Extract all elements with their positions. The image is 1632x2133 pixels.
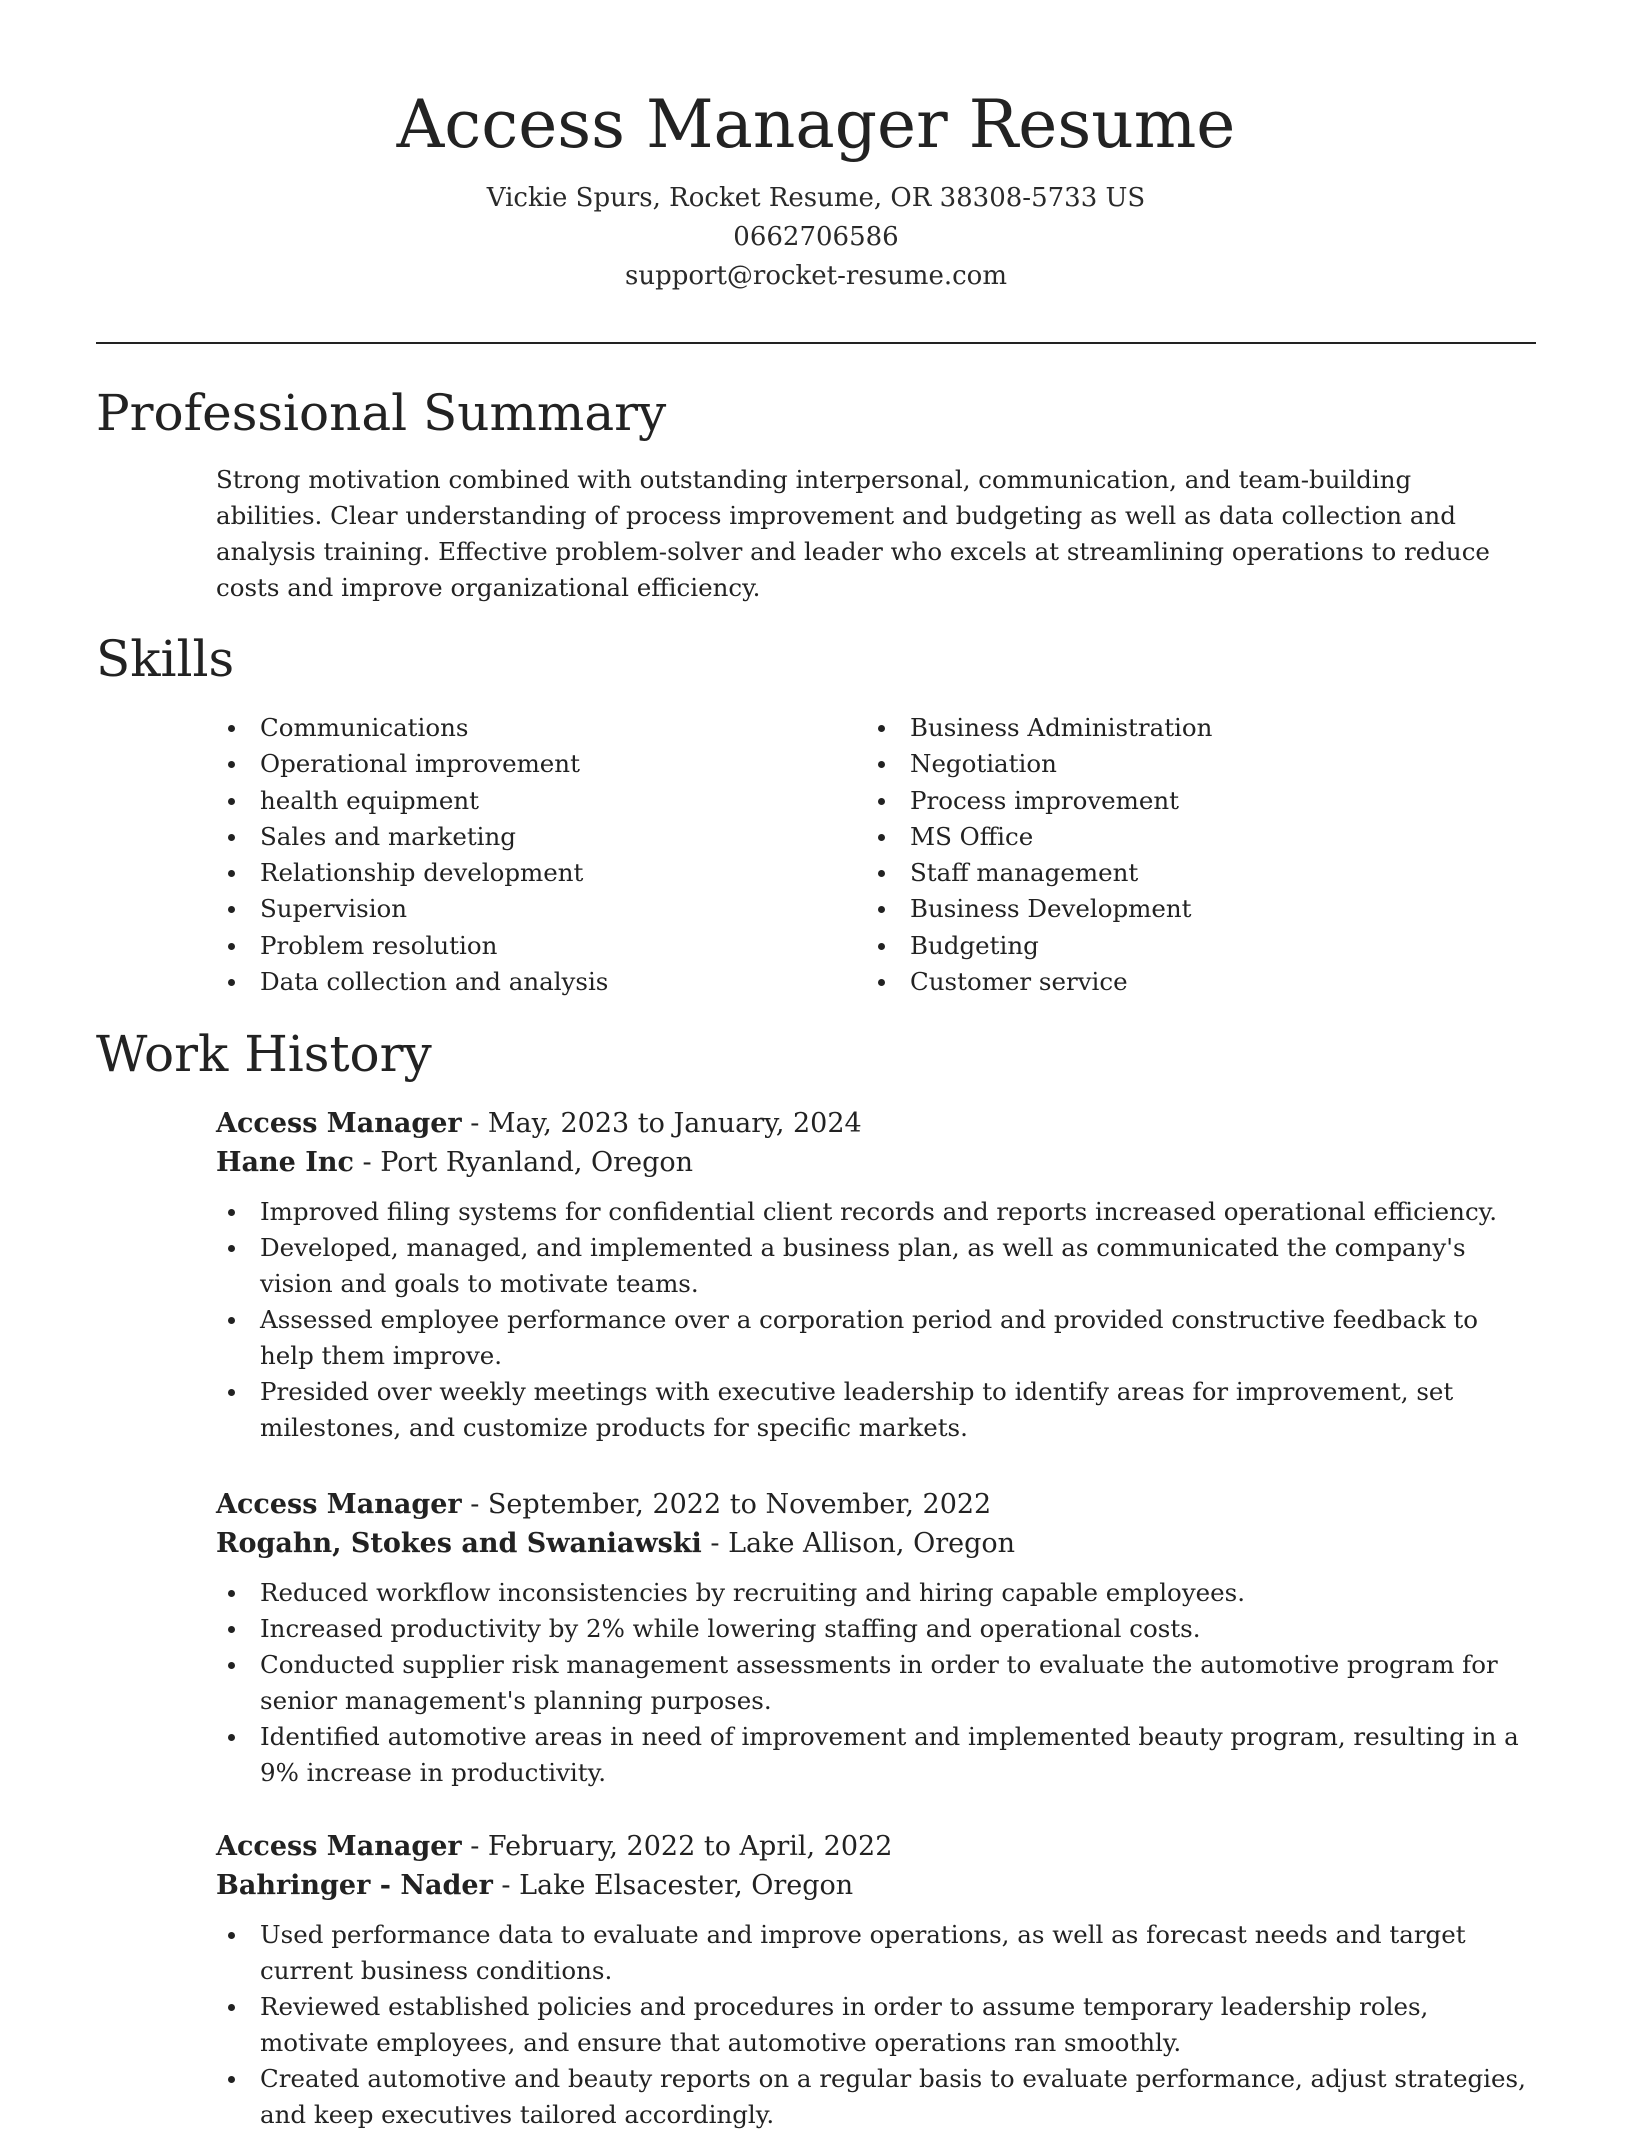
job-role: Access Manager bbox=[216, 1831, 462, 1862]
job-bullet: Presided over weekly meetings with executive leadership to identify areas for improvement, set milestones, and customize products for specific markets. bbox=[216, 1374, 1536, 1446]
job-bullet: Developed, managed, and implemented a business plan, as well as communicated the company's vision and goals to motivate teams. bbox=[216, 1230, 1536, 1302]
job-bullet: Reviewed established policies and procedures in order to assume temporary leadership roles, motivate employees, and ensure that automotive operations ran smoothly. bbox=[216, 1989, 1536, 2061]
job-dates: - September, 2022 to November, 2022 bbox=[461, 1489, 992, 1520]
job-company: Hane Inc bbox=[216, 1147, 354, 1178]
job-bullet: Reduced workflow inconsistencies by recruiting and hiring capable employees. bbox=[216, 1575, 1536, 1611]
skill-item: Business Development bbox=[866, 891, 1516, 927]
skills-column-right bbox=[866, 710, 1516, 1000]
skill-item: Data collection and analysis bbox=[216, 964, 866, 1000]
skill-item: health equipment bbox=[216, 783, 866, 819]
skill-item: Negotiation bbox=[866, 746, 1516, 782]
job-dates: - May, 2023 to January, 2024 bbox=[461, 1108, 862, 1139]
summary-heading: Professional Summary bbox=[96, 384, 667, 442]
work-history-heading: Work History bbox=[96, 1025, 432, 1083]
skill-item: Operational improvement bbox=[216, 746, 866, 782]
job-dates: - February, 2022 to April, 2022 bbox=[461, 1831, 893, 1862]
skill-item: Problem resolution bbox=[216, 928, 866, 964]
job-location: - Port Ryanland, Oregon bbox=[353, 1147, 693, 1178]
skills-list bbox=[216, 710, 1536, 1000]
job-title-line bbox=[216, 1104, 1536, 1143]
contact-email: support@rocket-resume.com bbox=[624, 261, 1007, 291]
skills-heading: Skills bbox=[96, 630, 235, 688]
job-company-line bbox=[216, 1143, 1536, 1182]
contact-phone: 0662706586 bbox=[733, 222, 899, 252]
job-company-line bbox=[216, 1866, 1536, 1905]
job-bullet: Identified automotive areas in need of improvement and implemented beauty program, resulting in a 9% increase in productivity. bbox=[216, 1719, 1536, 1791]
job-entry bbox=[216, 1485, 1536, 1791]
skill-item: Budgeting bbox=[866, 928, 1516, 964]
resume-header bbox=[0, 0, 1632, 296]
job-entry bbox=[216, 1104, 1536, 1446]
job-company-line bbox=[216, 1524, 1536, 1563]
job-role: Access Manager bbox=[216, 1108, 462, 1139]
summary-text: Strong motivation combined with outstanding interpersonal, communication, and team-building abilities. Clear understanding of process improvement and budgeting as well as data collection and analysis training. Effective problem-solver and leader who excels at streamlining operations to reduce costs and improve organizational efficiency. bbox=[216, 465, 1490, 602]
contact-address: Vickie Spurs, Rocket Resume, OR 38308-5733 US bbox=[486, 183, 1146, 213]
skill-item: Business Administration bbox=[866, 710, 1516, 746]
job-role: Access Manager bbox=[216, 1489, 462, 1520]
job-bullets bbox=[216, 1575, 1536, 1791]
job-bullet: Improved filing systems for confidential client records and reports increased operational efficiency. bbox=[216, 1194, 1536, 1230]
skill-item: MS Office bbox=[866, 819, 1516, 855]
job-title-line bbox=[216, 1827, 1536, 1866]
job-location: - Lake Elsacester, Oregon bbox=[492, 1870, 854, 1901]
skill-item: Customer service bbox=[866, 964, 1516, 1000]
job-company: Rogahn, Stokes and Swaniawski bbox=[216, 1528, 702, 1559]
job-bullets bbox=[216, 1194, 1536, 1446]
skill-item: Communications bbox=[216, 710, 866, 746]
skill-item: Process improvement bbox=[866, 783, 1516, 819]
job-company: Bahringer - Nader bbox=[216, 1870, 493, 1901]
resume-title: Access Manager Resume bbox=[396, 86, 1236, 163]
job-bullet: Created automotive and beauty reports on a regular basis to evaluate performance, adjust strategies, and keep executives tailored accordingly. bbox=[216, 2061, 1536, 2133]
job-bullet: Assessed employee performance over a corporation period and provided constructive feedback to help them improve. bbox=[216, 1302, 1536, 1374]
contact-block bbox=[0, 179, 1632, 296]
header-divider bbox=[96, 342, 1536, 344]
job-title-line bbox=[216, 1485, 1536, 1524]
job-bullet: Conducted supplier risk management assessments in order to evaluate the automotive program for senior management's planning purposes. bbox=[216, 1647, 1536, 1719]
skills-column-left bbox=[216, 710, 866, 1000]
job-entry bbox=[216, 1827, 1536, 2133]
skill-item: Relationship development bbox=[216, 855, 866, 891]
job-bullet: Used performance data to evaluate and improve operations, as well as forecast needs and target current business conditions. bbox=[216, 1917, 1536, 1989]
skill-item: Staff management bbox=[866, 855, 1516, 891]
job-location: - Lake Allison, Oregon bbox=[701, 1528, 1016, 1559]
skill-item: Supervision bbox=[216, 891, 866, 927]
skill-item: Sales and marketing bbox=[216, 819, 866, 855]
job-bullet: Increased productivity by 2% while lowering staffing and operational costs. bbox=[216, 1611, 1536, 1647]
job-bullets bbox=[216, 1917, 1536, 2133]
